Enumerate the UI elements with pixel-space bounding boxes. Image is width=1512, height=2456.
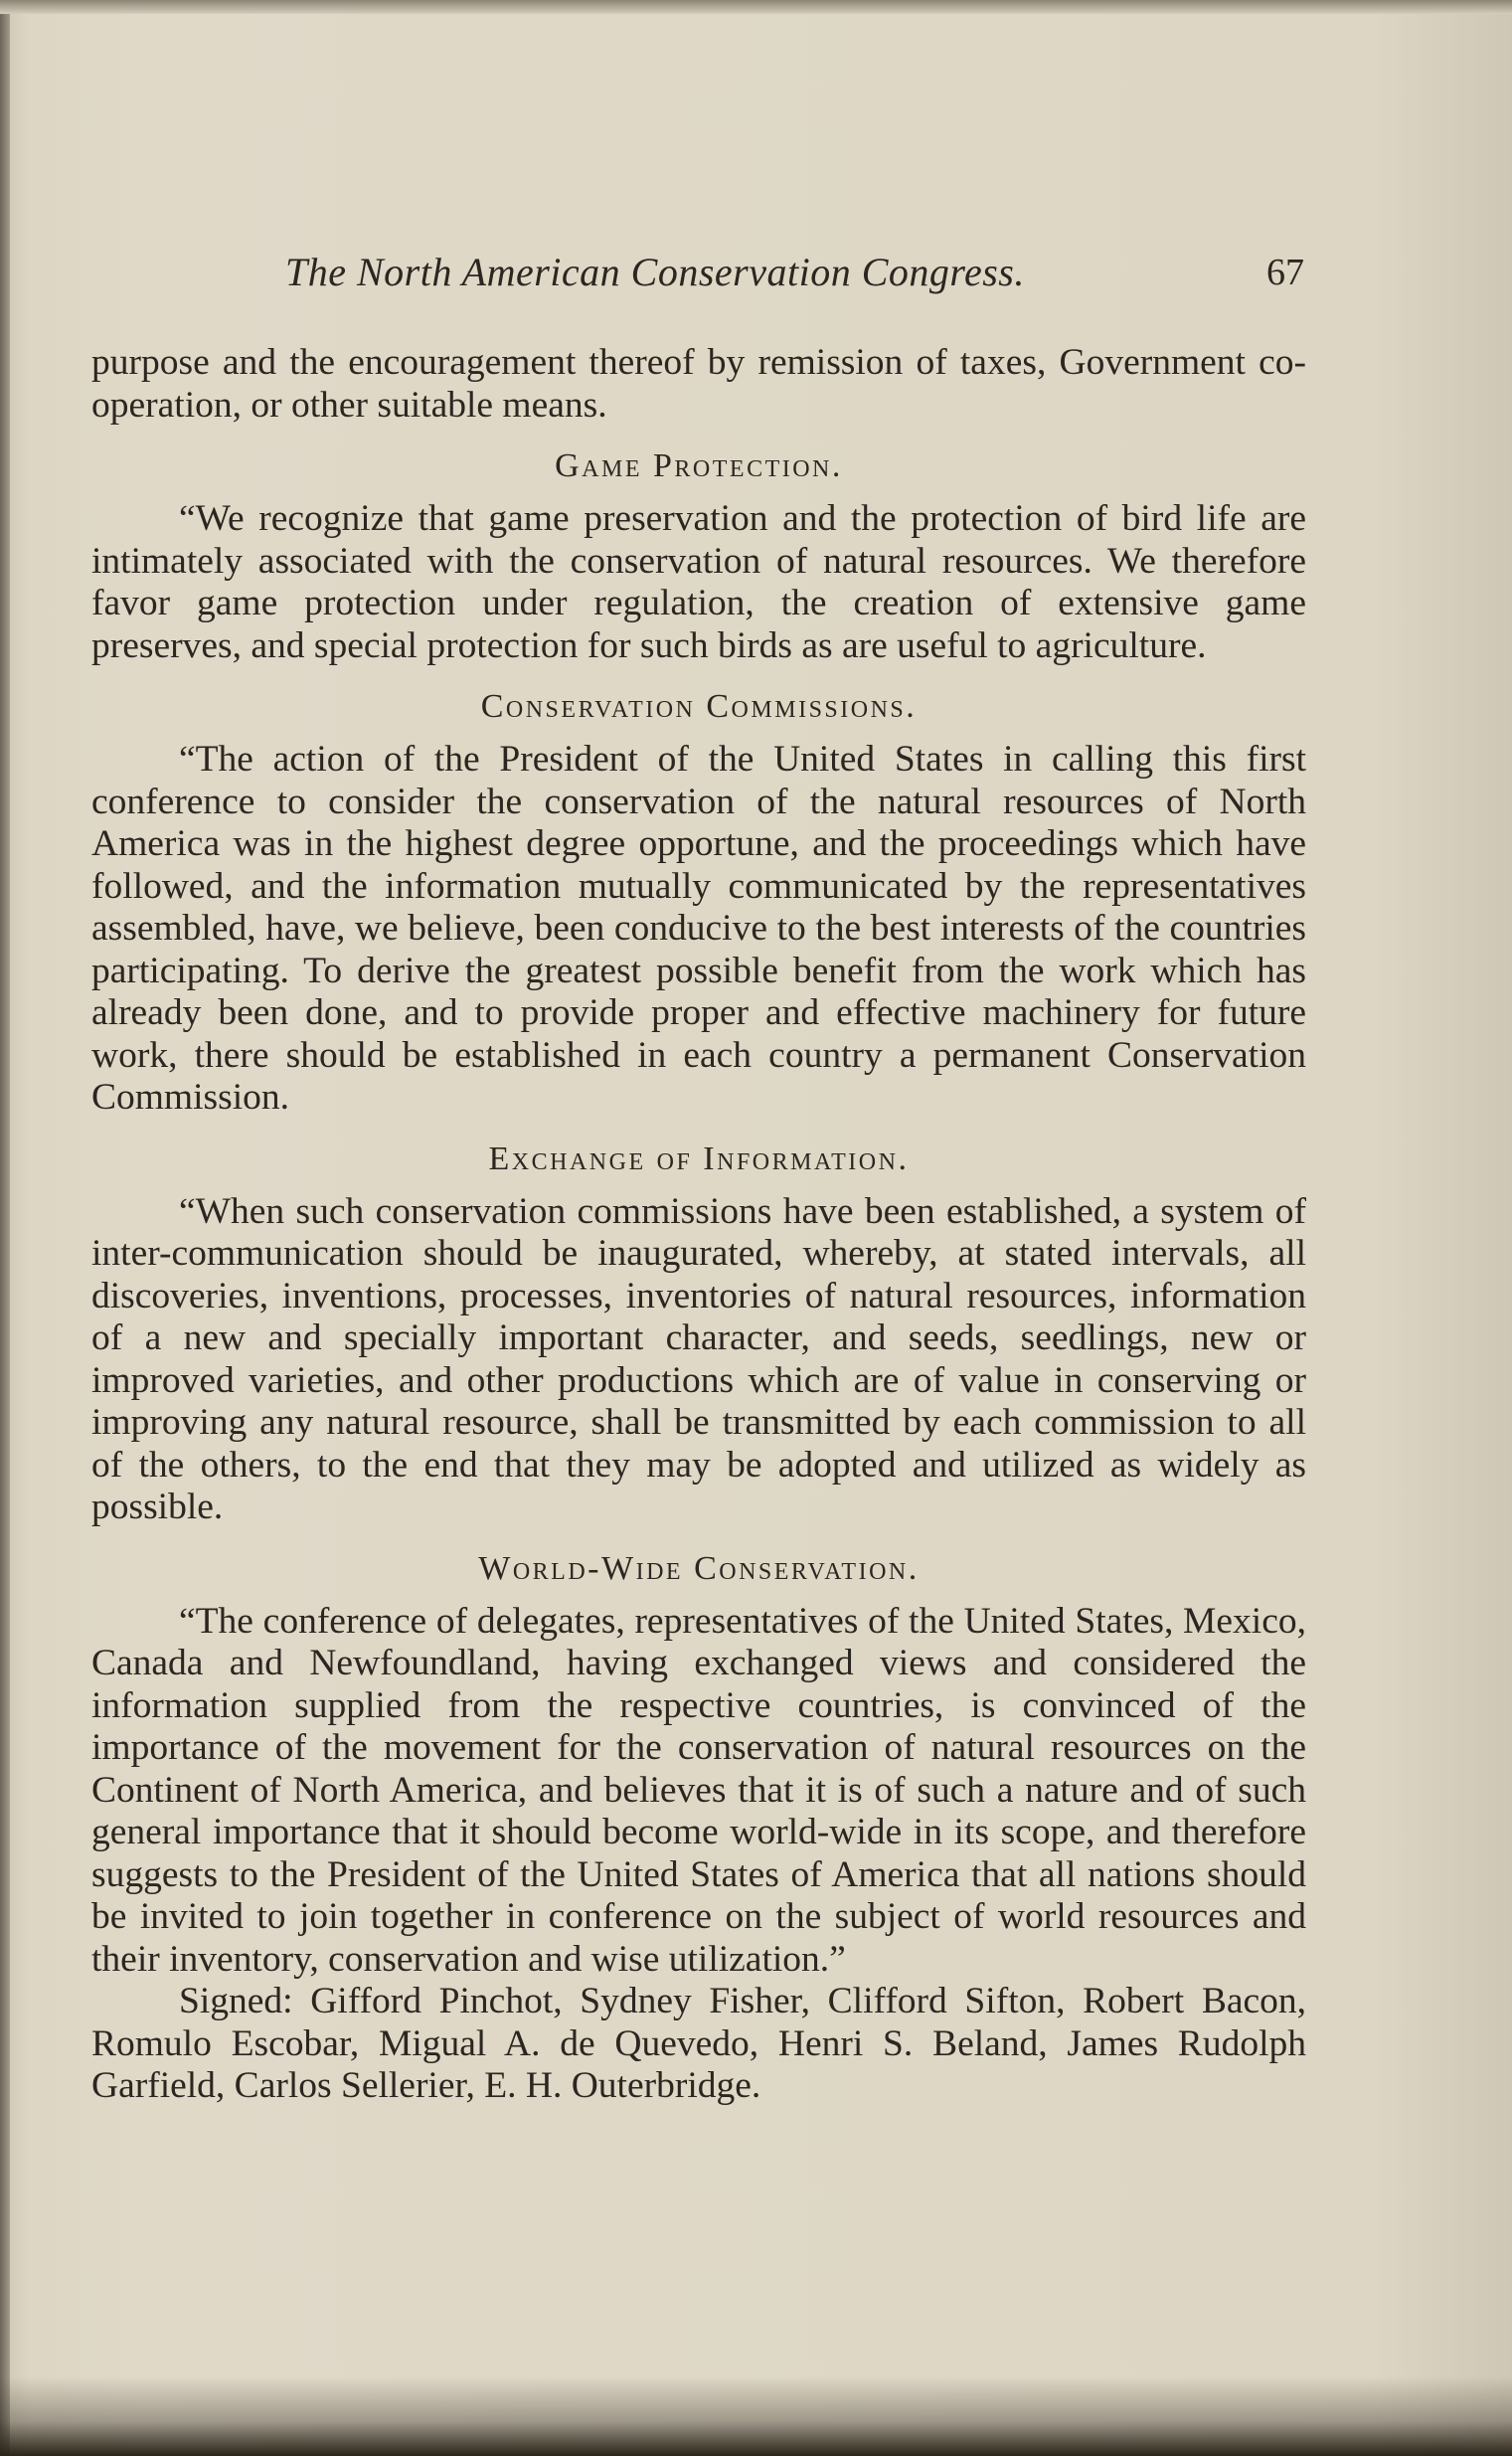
page-bottom-shadow — [0, 2376, 1512, 2456]
page-binding-edge — [0, 0, 10, 2456]
heading-exchange-of-information: Exchange of Information. — [488, 1140, 910, 1177]
paragraph-game-protection: “We recognize that game preservation and the protection of bird life are intimately associated with the conservation of natural resources. We therefore favor game protection under regulation, the creation of extensive game preserves, and special protection for such birds as are useful to agriculture. — [91, 498, 1306, 666]
page-top-edge — [0, 0, 1512, 14]
heading-game-protection: Game Protection. — [555, 447, 843, 484]
paragraph-exchange-of-information: “When such conservation commissions have been established, a system of inter-communication should be inaugurated, whereby, at stated intervals, all discoveries, inventions, processes, inventories of natural resources, information of a new and specially important character, and seeds, seedlings, new or improved varieties, and other productions which are of value in conserving or improving any natural resource, shall be transmitted by each commission to all of the others, to the end that they may be adopted and utilized as widely as possible. — [91, 1190, 1306, 1527]
paragraph-conservation-commissions: “The action of the President of the United States in calling this first conference to consider the conservation of the natural resources of North America was in the highest degree opportune, and the proceedings which have followed, and the information mutually communicated by the representatives assembled, have, we believe, been conducive to the best interests of the countries participating. To derive the greatest possible benefit from the work which has already been done, and to provide proper and effective machinery for future work, there should be established in each country a permanent Conservation Commission. — [91, 739, 1306, 1118]
intro-fragment-paragraph: purpose and the encouragement thereof by remission of taxes, Government co-operation, or other suitable means. — [91, 342, 1306, 426]
page-text-block — [91, 249, 1306, 2108]
heading-world-wide-conservation: World-Wide Conservation. — [478, 1549, 920, 1587]
heading-conservation-commissions: Conservation Commissions. — [480, 688, 918, 725]
running-head — [91, 249, 1306, 308]
page-number: 67 — [1266, 252, 1304, 293]
signatures-paragraph: Signed: Gifford Pinchot, Sydney Fisher, Clifford Sifton, Robert Bacon, Romulo Escobar, Migual A. de Quevedo, Henri S. Beland, James Rudolph Garfield, Carlos Sellerier, E. H. Outerbridge. — [91, 1981, 1306, 2106]
paragraph-world-wide-conservation: “The conference of delegates, representatives of the United States, Mexico, Canada and Newfoundland, having exchanged views and considered the information supplied from the respective countries, is convinced of the importance of the movement for the conservation of natural resources on the Continent of North America, and believes that it is of such a nature and of such general importance that it should become world-wide in its scope, and therefore suggests to the President of the United States of America that all nations should be invited to join together in conference on the subject of world resources and their inventory, conservation and wise utilization.” — [91, 1600, 1306, 1980]
running-head-title: The North American Conservation Congress. — [285, 250, 1025, 294]
